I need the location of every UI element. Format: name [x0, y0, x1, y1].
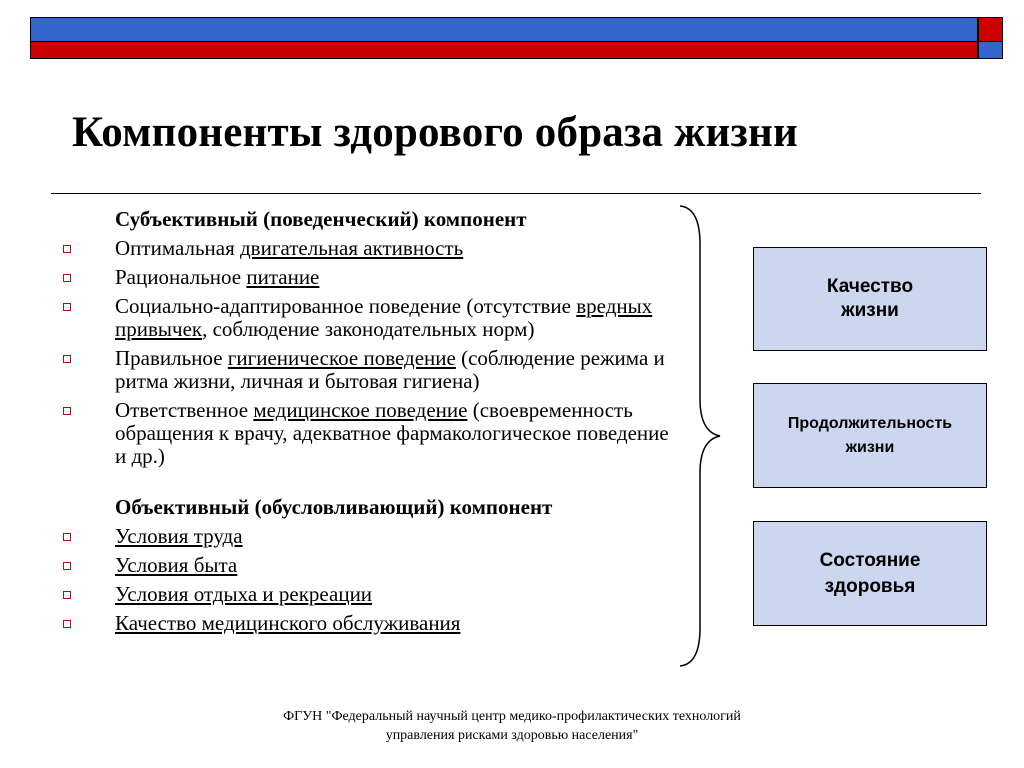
list-item [60, 583, 680, 606]
item-link[interactable]: Условия отдыха и рекреации [115, 582, 373, 606]
square-bullet-icon [63, 355, 71, 363]
square-bullet-icon [63, 303, 71, 311]
title-divider [51, 193, 981, 194]
list-item [60, 295, 680, 341]
slide-title: Компоненты здорового образа жизни [72, 109, 798, 156]
item-text: (своевременность обращения к врачу, адекватное фармакологическое поведение и др.) [115, 398, 669, 468]
subjective-heading: Субъективный (поведенческий) компонент [115, 207, 527, 231]
components-list [60, 208, 680, 641]
item-link[interactable]: медицинское поведение [253, 398, 468, 422]
item-text: , соблюдение законодательных норм) [202, 317, 535, 341]
list-item [60, 237, 680, 260]
header-red-square [978, 17, 1003, 42]
item-text: Рациональное [115, 265, 247, 289]
list-item [60, 612, 680, 635]
item-link[interactable]: гигиеническое поведение [227, 346, 456, 370]
item-link[interactable]: Условия труда [115, 524, 243, 548]
square-bullet-icon [63, 620, 71, 628]
footer-line: управления рисками здоровью населения" [385, 728, 639, 743]
square-bullet-icon [63, 274, 71, 282]
item-link[interactable]: вредных привычек [115, 294, 653, 341]
objective-heading: Объективный (обусловливающий) компонент [115, 495, 553, 519]
item-text: (соблюдение режима и ритма жизни, личная и бытовая гигиена) [115, 346, 665, 393]
header-red-bar [30, 41, 978, 59]
list-item [60, 266, 680, 289]
item-link[interactable]: Условия быта [115, 553, 238, 577]
outcome-box-quality [753, 247, 987, 351]
square-bullet-icon [63, 562, 71, 570]
item-text: Правильное [115, 346, 228, 370]
curly-brace-icon [676, 204, 726, 668]
item-text: Оптимальная [115, 236, 240, 260]
header-blue-square [978, 41, 1003, 59]
item-text: Социально-адаптированное поведение (отсутствие [115, 294, 577, 318]
item-text: Ответственное [115, 398, 254, 422]
footer-line: ФГУН "Федеральный научный центр медико-профилактических технологий [283, 709, 741, 724]
square-bullet-icon [63, 407, 71, 415]
outcome-box-duration [753, 383, 987, 488]
square-bullet-icon [63, 533, 71, 541]
list-item [60, 525, 680, 548]
item-link[interactable]: двигательная активность [240, 236, 464, 260]
outcome-label: Качество жизни [826, 276, 914, 321]
square-bullet-icon [63, 591, 71, 599]
outcome-box-health [753, 521, 987, 626]
list-item [60, 399, 680, 468]
footer-caption [150, 707, 874, 745]
outcome-label: Продолжительность жизни [787, 414, 953, 456]
list-item [60, 347, 680, 393]
square-bullet-icon [63, 245, 71, 253]
header-blue-bar [30, 17, 978, 42]
item-link[interactable]: Качество медицинского обслуживания [115, 611, 461, 635]
item-link[interactable]: питание [246, 265, 320, 289]
section-spacer [60, 474, 680, 496]
outcome-label: Состояние здоровья [819, 549, 921, 597]
list-item [60, 554, 680, 577]
